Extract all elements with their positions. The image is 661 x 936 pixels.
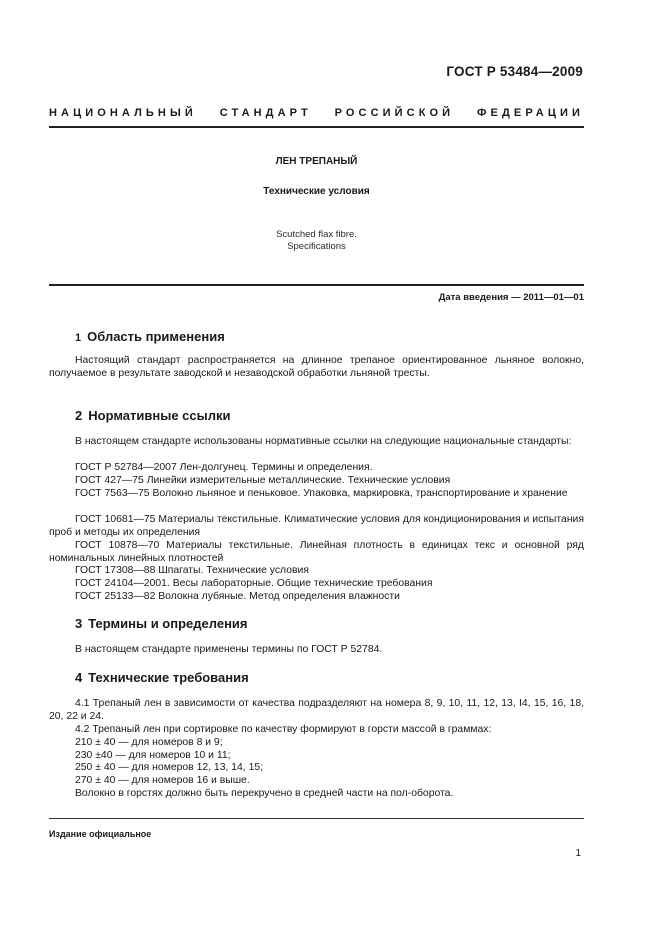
section-title: Область применения — [87, 329, 225, 344]
section-2-intro: В настоящем стандарте использованы нормативные ссылки на следующие национальные стандарты: — [75, 436, 572, 447]
section-title: Термины и определения — [88, 616, 248, 631]
header-divider — [49, 126, 584, 128]
section-number: 2 — [75, 408, 83, 423]
reference-item: ГОСТ 7563—75 Волокно льняное и пеньковое. Упаковка, маркировка, транспортирование и хранение — [75, 488, 568, 499]
clause-4-2: 4.2 Трепаный лен при сортировке по качеству формируют в горсти массой в граммах: — [75, 724, 492, 735]
weight-item: 250 ± 40 — для номеров 12, 13, 14, 15; — [75, 762, 264, 773]
section-1-text: Настоящий стандарт распространяется на длинное трепаное ориентированное льняное волокно, получаемое в результате заводской и незаводской обработки льняной тресты. — [49, 355, 584, 379]
page-number: 1 — [575, 848, 581, 859]
section-3-text: В настоящем стандарте применены термины по ГОСТ Р 52784. — [75, 644, 383, 655]
title-divider — [49, 284, 584, 286]
reference-item: ГОСТ 17308—88 Шпагаты. Технические условия — [75, 565, 309, 576]
section-2-heading — [75, 408, 230, 423]
reference-item: ГОСТ 25133—82 Волокна лубяные. Метод определения влажности — [75, 591, 400, 602]
reference-item: ГОСТ 24104—2001. Весы лабораторные. Общие технические требования — [75, 578, 433, 589]
reference-item: ГОСТ 10878—70 Материалы текстильные. Линейная плотность в единицах текс и основной ряд номинальных линейных плотностей — [49, 540, 584, 564]
english-title — [49, 229, 584, 253]
official-edition-note: Издание официальное — [49, 829, 152, 839]
clause-4-2-note: Волокно в горстях должно быть перекручено в средней части на пол-оборота. — [75, 788, 454, 799]
weight-item: 270 ± 40 — для номеров 16 и выше. — [75, 775, 250, 786]
section-title: Технические требования — [88, 670, 249, 685]
english-title-line-2: Specifications — [287, 241, 346, 252]
section-3-heading — [75, 616, 248, 631]
weight-item: 210 ± 40 — для номеров 8 и 9; — [75, 737, 223, 748]
section-number: 4 — [75, 670, 83, 685]
clause-4-1: 4.1 Трепаный лен в зависимости от качества подразделяют на номера 8, 9, 10, 11, 12, 13, I4, 15, 16, 18, 20, 22 и 24. — [49, 698, 584, 722]
weight-item: 230 ±40 — для номеров 10 и 11; — [75, 750, 231, 761]
section-number: 1 — [75, 332, 82, 344]
section-1-heading — [75, 329, 225, 344]
reference-item: ГОСТ 427—75 Линейки измерительные металлические. Технические условия — [75, 475, 451, 486]
section-title: Нормативные ссылки — [88, 408, 231, 423]
document-title: ЛЕН ТРЕПАНЫЙ — [275, 156, 358, 167]
section-4-heading — [75, 670, 249, 685]
introduction-date: Дата введения — 2011—01—01 — [438, 292, 584, 303]
english-title-line-1: Scutched flax fibre. — [276, 229, 357, 240]
document-code: ГОСТ Р 53484—2009 — [446, 64, 583, 79]
reference-item: ГОСТ 10681—75 Материалы текстильные. Климатические условия для кондиционирования и испытания проб и методы их определения — [49, 514, 584, 538]
standard-banner: НАЦИОНАЛЬНЫЙ СТАНДАРТ РОССИЙСКОЙ ФЕДЕРАЦИИ — [49, 107, 584, 119]
document-subtitle: Технические условия — [263, 186, 370, 197]
reference-item: ГОСТ Р 52784—2007 Лен-долгунец. Термины и определения. — [75, 462, 373, 473]
section-number: 3 — [75, 616, 83, 631]
footer-divider — [49, 818, 584, 819]
